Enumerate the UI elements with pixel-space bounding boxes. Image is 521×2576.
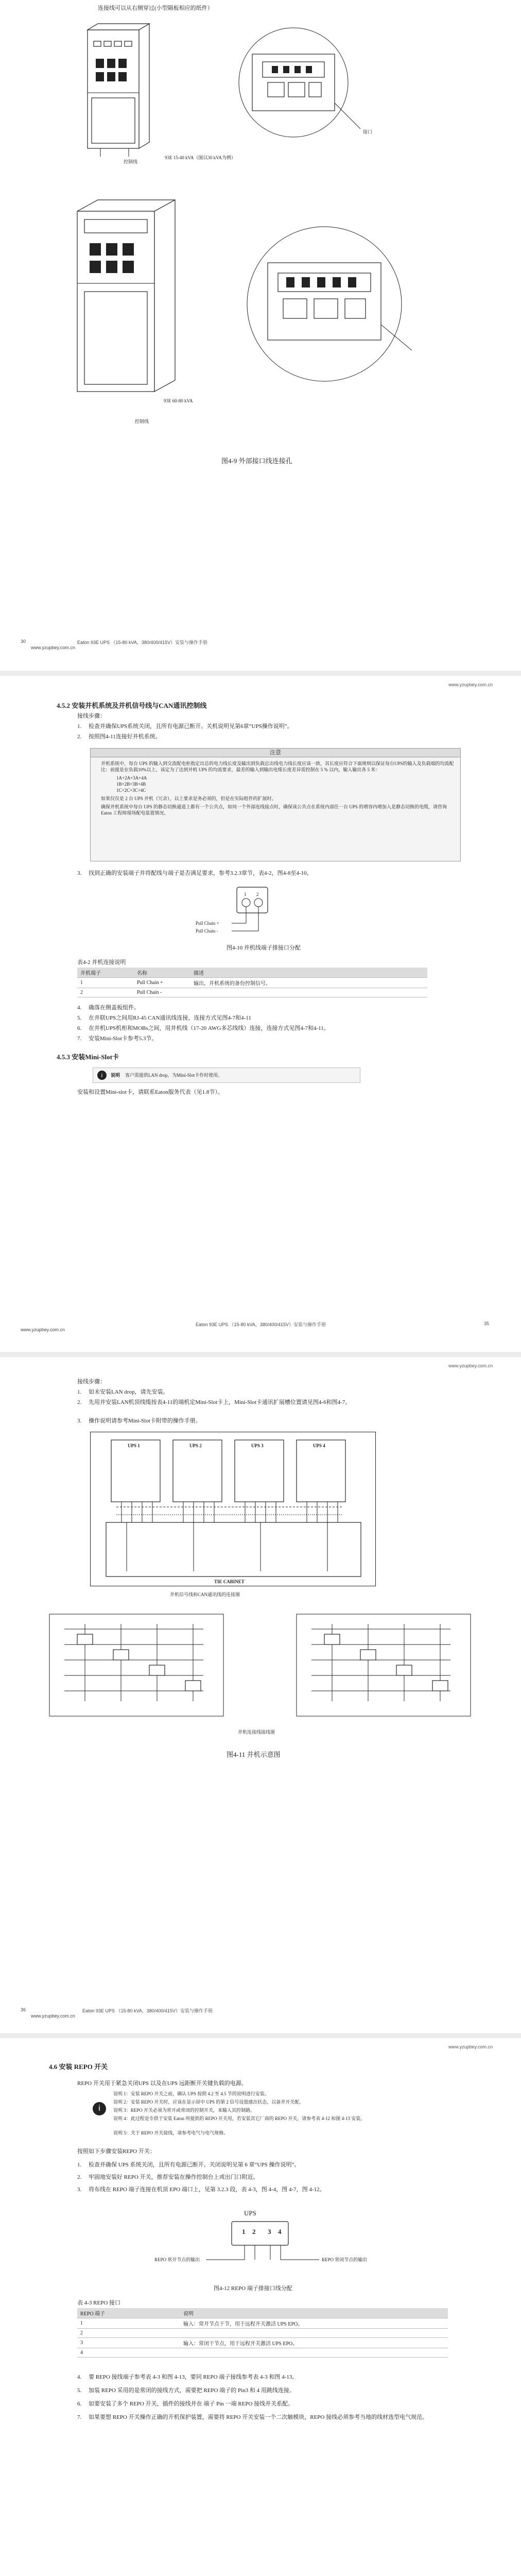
cabinet-small-drawing — [77, 21, 160, 160]
ups-label: UPS — [244, 2209, 256, 2217]
cabinet-large-drawing — [67, 196, 180, 402]
info-icon: i — [97, 1071, 107, 1080]
step-4-text: 确落在侧盖板组件。 — [89, 1005, 140, 1011]
cell — [180, 2348, 448, 2358]
cell: 3 — [77, 2338, 180, 2348]
caution-item-1: 并机系统中，每台 UPS 的输入到交流配电柜指定出总的电力线长度及输出到负载总出线电力线长度应该一致，其长度应符合下面规则以保证每台UPS的输入及负载端的均流配比：前提是在负载10%以上，该定为了达到并机 UPS 的均流要求，最差的输入到输出电缆长度差异需控制在 5 % 以内，输入输出各 5 米： — [101, 761, 454, 772]
step-num: 6. — [77, 2401, 82, 2407]
terminal-4: 4 — [278, 2228, 282, 2235]
step-num: 6. — [77, 1025, 82, 1031]
caution-box — [90, 748, 461, 861]
step-num: 7. — [77, 1036, 82, 1042]
notes-block — [93, 2090, 463, 2141]
cell: 输入：常开节点干节，用于远程开关激活 UPS EPO。 — [180, 2318, 448, 2329]
step-1-text: 检查并确保UPS系统关闭，且所有电源已断开。关机说明见第6章“UPS操作说明”。 — [89, 723, 293, 730]
col-repo-terminal: REPO 端子 — [77, 2308, 180, 2318]
step-1: 1. 检查并确保UPS系统关闭，且所有电源已断开。关机说明见第6章“UPS操作说明”。 — [77, 723, 293, 730]
step-6-text: 在并机UPS机柜和MOBs之间，用并机线（17-20 AWG多芯线线）连接，连接方式见图4-7和4-11。 — [89, 1025, 329, 1031]
step-3: 3. 找到正确的安装端子并将配线与端子是否满足要求，参考3.2.3章节，表4-2，图4-8至4-10。 — [77, 870, 312, 876]
wiring-lines — [91, 1432, 376, 1587]
figure-title: 图4-9 外部接口线连接孔 — [221, 457, 292, 465]
detail-small-drawing — [232, 26, 417, 149]
step-5-text: 加装 REPO 采用的是常闭的接线方式，需要把 REPO 端子的 Pin3 和 4 用跳线连接。 — [89, 2387, 295, 2394]
note-2: 说明 2：安装 REPO 开关时，应该在显示屏中 UPS 的第 2 信号设置感出状态，以备并开关配。 — [113, 2099, 304, 2105]
note-5: 说明 5：关于 REPO 开关接线，请参考电气与电气规格。 — [113, 2130, 229, 2136]
repo-nc-label: REPO 常闭节点的输出 — [322, 2257, 368, 2262]
caption-small: 93E 15-40 kVA（图以30 kVA为例） — [165, 155, 236, 160]
terminal-num-1: 1 — [244, 892, 247, 897]
footer-url: www.yzupbey.com.cn — [31, 2013, 75, 2019]
tie-cabinet-label: TIE CABINET — [214, 1579, 245, 1584]
step-num: 5. — [77, 1015, 82, 1021]
footer-title: Eaton 93E UPS （15-80 kVA，380/400/415V）安装与操作手册 — [77, 640, 207, 645]
step-1-text: 检查并确保 UPS 系统关闭，且所有电源已断开。关闭说明见第 6 章“UPS 操作说明”。 — [89, 2162, 300, 2168]
step-3: 3. 操作说明请参考Mini-Slot卡附带的操作手册。 — [77, 1418, 201, 1424]
wiring-schematic-right — [296, 1614, 471, 1717]
pull-chain-minus-label: Pull Chain - — [196, 928, 218, 934]
formula-b: 1B+2B+3B+4B — [116, 782, 146, 787]
col-desc: 描述 — [190, 968, 427, 978]
step-7 — [77, 2413, 468, 2421]
step-6 — [77, 2400, 293, 2408]
step-4-text: 要 REPO 接线端子参考表 4-3 和图 4-13，要同 REPO 端子接线参考表 4-3 和图 4-13。 — [89, 2374, 298, 2380]
note-3: 说明 3：REPO 开关必须为常开或常闭的控制开关，来输入其控制路。 — [113, 2108, 255, 2113]
terminal-1: 1 — [242, 2228, 246, 2235]
table-row — [77, 2329, 448, 2338]
caution-item-3: 确保并机系统中每台 UPS 的静态切换通道上都有一个公共点，如同一个外部连线接点时，确保该公共点在系统内部任一台 UPS 的增容内增加入是静态切换的电缆，请咨询 Eaton 工程师现场配电装置情况。 — [101, 804, 447, 816]
parallel-wiring-diagram — [90, 1432, 376, 1586]
figure-412-title: 图4-12 REPO 端子排接口线分配 — [214, 2285, 292, 2292]
page-3 — [0, 1357, 521, 2033]
caution-head: 注意 — [91, 749, 460, 757]
repo-no-label: REPO 常开节点的输出 — [154, 2257, 200, 2262]
step-2: 2. 按照图4-11连接好并机系统。 — [77, 734, 161, 740]
cell: 4 — [77, 2348, 180, 2358]
cell: 1 — [77, 2318, 180, 2329]
header-url: www.yzupbey.com.cn — [448, 2044, 493, 2049]
footer-url: www.yzupbey.com.cn — [31, 645, 75, 650]
ups-2-label: UPS 2 — [189, 1443, 202, 1448]
ups-3-label: UPS 3 — [251, 1443, 264, 1448]
info-icon: i — [93, 2102, 106, 2115]
section-453-heading: 4.5.3 安装Mini-Slot卡 — [57, 1053, 119, 1061]
footer-url: www.yzupbey.com.cn — [21, 1327, 65, 1332]
table-row — [77, 2318, 448, 2329]
note-text: 客户需提供LAN drop，为Mini-Slot卡作时使用。 — [125, 1073, 223, 1078]
step-7 — [77, 1035, 158, 1043]
page-1 — [0, 0, 521, 671]
step-2-text: 按照图4-11连接好并机系统。 — [89, 734, 161, 740]
page-4 — [0, 2038, 521, 2576]
step-num: 4. — [77, 2374, 82, 2380]
page-number: 35 — [484, 1321, 490, 1326]
detail-large-drawing — [242, 222, 427, 386]
cell — [180, 2329, 448, 2338]
note-box — [93, 1067, 360, 1083]
ups-4-label: UPS 4 — [313, 1443, 325, 1448]
footer-title: Eaton 93E UPS （15-80 kVA，380/400/415V）安装与操作手册 — [82, 2008, 213, 2013]
step-num: 5. — [77, 2387, 82, 2394]
step-4 — [77, 2373, 298, 2381]
header-url: www.yzupbey.com.cn — [448, 1363, 493, 1368]
table-row — [77, 2348, 448, 2358]
figure-411-title: 图4-11 并机示意图 — [227, 1751, 281, 1758]
section-453-text: 安装和设置Mini-slot卡，请联系Eaton服务代表（见1.8节）。 — [77, 1089, 223, 1095]
ups-1-label: UPS 1 — [128, 1443, 140, 1448]
steps-intro: 接线步骤： — [77, 713, 106, 719]
note-1: 说明 1：安装 REPO 开关之前，确认 UPS 按照 4.2 至 4.5 节的说明进行安装。 — [113, 2091, 269, 2096]
section-46-heading: 4.6 安装 REPO 开关 — [49, 2063, 108, 2071]
repo-terminal-drawing — [185, 2218, 340, 2280]
terminal-2: 2 — [252, 2228, 256, 2235]
note-label: 说明 — [111, 1073, 120, 1078]
formula-c: 1C+2C+3C+4C — [116, 788, 146, 793]
step-num: 7. — [77, 2414, 82, 2420]
step-5 — [77, 2386, 295, 2395]
pull-chain-plus-label: Pull Chain + — [196, 921, 219, 926]
step-1-text: 如未安装LAN drop，请先安装。 — [89, 1389, 169, 1395]
step-2: 2. 牢固地安装好 REPO 开关，推荐安装在操作控制台上或出门口附近。 — [77, 2174, 259, 2180]
table-42-title: 表4-2 并机连接说明 — [77, 959, 126, 965]
cell: 2 — [77, 2329, 180, 2338]
page-2 — [0, 676, 521, 1352]
step-6-text: 如要安装了多个 REPO 开关，插件的接线并在 端子 Pin 一端 REPO 接线并关系配。 — [89, 2401, 294, 2407]
section-452-heading: 4.5.2 安装并机系统及并机信号线与CAN通讯控制线 — [57, 702, 207, 709]
pull-chain-terminal-drawing — [221, 882, 283, 939]
col-terminal: 并机端子 — [77, 968, 134, 978]
footer-title: Eaton 93E UPS （15-80 kVA，380/400/415V）安装与操作手册 — [196, 1322, 326, 1327]
step-3-text: 将布线在 REPO 端子连接在机顶 EPO 端口上，见第 3.2.3 段，表 4-3，图 4-4，图 4-7，图 4-12。 — [89, 2187, 325, 2193]
cell: 输入：常闭干节点，用于远程开关激活 UPS EPO。 — [180, 2338, 448, 2348]
terminal-3: 3 — [268, 2228, 271, 2235]
table-row — [77, 978, 427, 988]
diagram-1-caption: 并机信号线和CAN通讯线的连接图 — [170, 1592, 240, 1597]
cell: Pull Chain + — [134, 978, 190, 988]
cell — [190, 988, 427, 997]
cell: Pull Chain - — [134, 988, 190, 997]
step-7-text: 如果要想 REPO 开关操作正确的开机保护装置，需要将 REPO 开关安装一个二次触模块，REPO 接线必须参考当地的线材选型电气规范。 — [89, 2414, 428, 2420]
step-6 — [77, 1024, 329, 1032]
cable-label-1: 控制线 — [124, 159, 138, 164]
section-46-intro: REPO 开关用于紧急关闭UPS 以及在UPS 远距断开关键负载的电源。 — [77, 2080, 247, 2087]
intro-line: 连接线可以从右侧穿过(小型隔板相应的纸件） — [98, 5, 213, 11]
figure-410-title: 图4-10 并机线端子排接口分配 — [227, 945, 301, 951]
page-number: 30 — [21, 639, 26, 644]
step-3-text: 找到正确的安装端子并将配线与端子是否满足要求，参考3.2.3章节，表4-2，图4-8至4-10。 — [89, 870, 312, 876]
step-5-text: 在并联UPS之间用RJ-45 CAN通讯线连接，连接方式见图4-7和4-11 — [89, 1015, 251, 1021]
steps-intro: 按照如下步骤安装REPO 开关： — [77, 2148, 155, 2155]
interface-label: 接口 — [363, 129, 373, 134]
step-3: 3. 将布线在 REPO 端子连接在机顶 EPO 端口上，见第 3.2.3 段，表 4-3，图 4-4，图 4-7，图 4-12。 — [77, 2187, 325, 2193]
step-2: 2. 先用并安装LAN机顶线缆按表4-11的端机定Mini-Slot卡上，Mini-Slot卡通讯扩展槽位置请见图4-6和图4-7。 — [77, 1399, 351, 1405]
note-4: 说明 4：此过程是专供于安装 Eaton 所提供的 REPO 开关用，若安装其它厂商的 REPO 开关，请参考表 4-12 和图 4-13 安装。 — [113, 2116, 366, 2121]
step-num: 4. — [77, 1005, 82, 1011]
cell: 2 — [77, 988, 134, 997]
table-row — [77, 988, 427, 997]
page-number: 36 — [21, 2007, 26, 2012]
wiring-schematic-left — [49, 1614, 224, 1717]
table-43 — [77, 2308, 448, 2358]
header-url: www.yzupbey.com.cn — [448, 682, 493, 687]
step-7-text: 安装Mini-Slot卡参考5.3节。 — [89, 1036, 158, 1042]
label-large: 93E 60-80 kVA — [164, 398, 193, 403]
col-description: 说明 — [180, 2308, 448, 2318]
step-1: 1. 如未安装LAN drop，请先安装。 — [77, 1389, 169, 1395]
step-3-text: 操作说明请参考Mini-Slot卡附带的操作手册。 — [89, 1418, 201, 1424]
table-43-title: 表 4-3 REPO 接口 — [77, 2300, 121, 2306]
cell: 1 — [77, 978, 134, 988]
step-5 — [77, 1014, 251, 1022]
table-42 — [77, 968, 427, 997]
diagram-2-caption: 并机连接线接线图 — [238, 1730, 275, 1735]
terminal-num-2: 2 — [256, 892, 259, 897]
cable-label-2: 控制线 — [135, 419, 149, 424]
step-2-text: 先用并安装LAN机顶线缆按表4-11的端机定Mini-Slot卡上，Mini-Slot卡通讯扩展槽位置请见图4-6和图4-7。 — [89, 1399, 351, 1405]
caution-item-2: 如果仅仅是 2 台 UPS 并机（冗余），以上要求是务必须的，但是在实际组件的扩展时。 — [101, 796, 276, 801]
step-1: 1. 检查并确保 UPS 系统关闭，且所有电源已断开。关闭说明见第 6 章“UPS 操作说明”。 — [77, 2162, 300, 2168]
step-2-text: 牢固地安装好 REPO 开关，推荐安装在操作控制台上或出门口附近。 — [89, 2174, 259, 2180]
step-4 — [77, 1004, 140, 1012]
cell: 输出，并机系统的备份控制信号。 — [190, 978, 427, 988]
steps-intro: 接线步骤： — [77, 1379, 106, 1385]
table-row — [77, 2338, 448, 2348]
formula-a: 1A+2A+3A+4A — [116, 775, 147, 781]
col-name: 名称 — [134, 968, 190, 978]
